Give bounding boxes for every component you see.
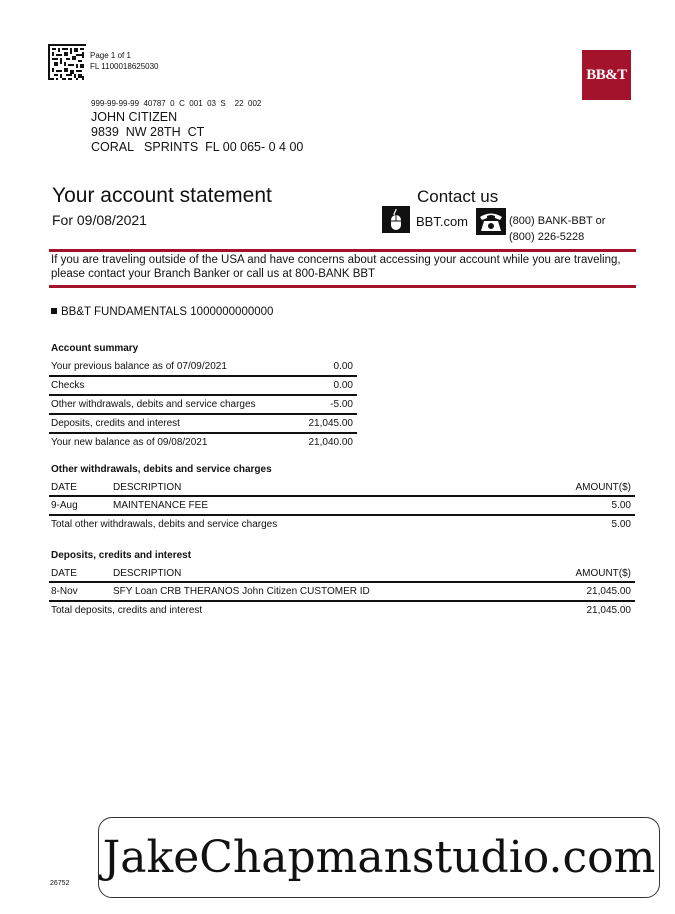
page-label: Page 1 of 1 bbox=[90, 51, 131, 60]
summary-label: Your new balance as of 09/08/2021 bbox=[51, 437, 208, 448]
mouse-icon bbox=[382, 206, 410, 233]
summary-value: 0.00 bbox=[297, 376, 357, 395]
summary-value: 0.00 bbox=[297, 358, 357, 376]
deposits-title: Deposits, credits and interest bbox=[51, 550, 192, 561]
notice-bottom-rule bbox=[49, 285, 636, 288]
qr-code bbox=[48, 44, 86, 80]
column-header-amount: AMOUNT($) bbox=[495, 479, 635, 496]
summary-row bbox=[49, 414, 357, 433]
summary-label: Other withdrawals, debits and service charges bbox=[49, 395, 297, 414]
column-header-date: DATE bbox=[49, 565, 111, 582]
contact-title: Contact us bbox=[417, 187, 499, 206]
phone-line-1: (800) BANK-BBT or bbox=[509, 215, 606, 227]
total-row bbox=[49, 515, 635, 533]
summary-row bbox=[49, 376, 357, 395]
txn-description: SFY Loan CRB THERANOS John Citizen CUSTOMER ID bbox=[111, 582, 535, 601]
table-row bbox=[49, 582, 635, 601]
summary-label: Checks bbox=[49, 376, 297, 395]
form-number: 26752 bbox=[50, 880, 70, 887]
mailing-code: 999-99-99-99 40787 0 C 001 03 S 22 002 bbox=[91, 99, 262, 108]
column-header-amount: AMOUNT($) bbox=[535, 565, 635, 582]
summary-row bbox=[49, 433, 357, 451]
page-info bbox=[90, 50, 159, 72]
total-amount: 5.00 bbox=[611, 519, 631, 530]
product-label: BB&T FUNDAMENTALS 1000000000000 bbox=[61, 306, 274, 318]
total-amount: 21,045.00 bbox=[586, 605, 631, 616]
account-summary-title: Account summary bbox=[51, 343, 139, 354]
summary-label: Deposits, credits and interest bbox=[49, 414, 297, 433]
txn-amount: 5.00 bbox=[495, 496, 635, 515]
summary-row bbox=[49, 358, 357, 376]
phone-line-2: (800) 226-5228 bbox=[509, 231, 585, 243]
phone-numbers bbox=[509, 213, 605, 245]
customer-street: 9839 NW 28TH CT bbox=[91, 125, 205, 139]
summary-value: 21,040.00 bbox=[308, 437, 353, 448]
watermark: JakeChapmanstudio.com bbox=[98, 817, 660, 898]
statement-date: For 09/08/2021 bbox=[52, 212, 147, 228]
statement-title: Your account statement bbox=[52, 184, 272, 207]
notice-top-rule bbox=[49, 249, 636, 252]
withdrawals-title: Other withdrawals, debits and service charges bbox=[51, 464, 272, 475]
column-header-date: DATE bbox=[49, 479, 111, 496]
product-name bbox=[51, 306, 273, 318]
deposits-table bbox=[49, 565, 635, 619]
column-header-description: DESCRIPTION bbox=[111, 479, 495, 496]
table-header bbox=[49, 565, 635, 582]
doc-code: FL 1100018625030 bbox=[90, 62, 159, 71]
bank-logo: BB&T bbox=[582, 50, 631, 100]
customer-city: CORAL SPRINTS FL 00 065- 0 4 00 bbox=[91, 140, 304, 154]
total-label: Total other withdrawals, debits and service charges bbox=[51, 519, 278, 530]
phone-icon bbox=[476, 208, 506, 235]
travel-notice: If you are traveling outside of the USA and have concerns about accessing your account while you are traveling, please contact your Branch Banker or call us at 800-BANK BBT bbox=[51, 254, 621, 280]
txn-date: 8-Nov bbox=[49, 582, 111, 601]
withdrawals-table bbox=[49, 479, 635, 533]
txn-description: MAINTENANCE FEE bbox=[111, 496, 495, 515]
account-summary-table bbox=[49, 358, 357, 451]
total-label: Total deposits, credits and interest bbox=[51, 605, 203, 616]
customer-name: JOHN CITIZEN bbox=[91, 110, 178, 124]
website-link[interactable]: BBT.com bbox=[416, 214, 469, 229]
summary-label: Your previous balance as of 07/09/2021 bbox=[49, 358, 297, 376]
summary-value: -5.00 bbox=[297, 395, 357, 414]
column-header-description: DESCRIPTION bbox=[111, 565, 535, 582]
summary-value: 21,045.00 bbox=[297, 414, 357, 433]
total-row bbox=[49, 601, 635, 619]
bullet-icon bbox=[51, 308, 57, 314]
summary-row bbox=[49, 395, 357, 414]
txn-date: 9-Aug bbox=[49, 496, 111, 515]
txn-amount: 21,045.00 bbox=[535, 582, 635, 601]
table-header bbox=[49, 479, 635, 496]
table-row bbox=[49, 496, 635, 515]
